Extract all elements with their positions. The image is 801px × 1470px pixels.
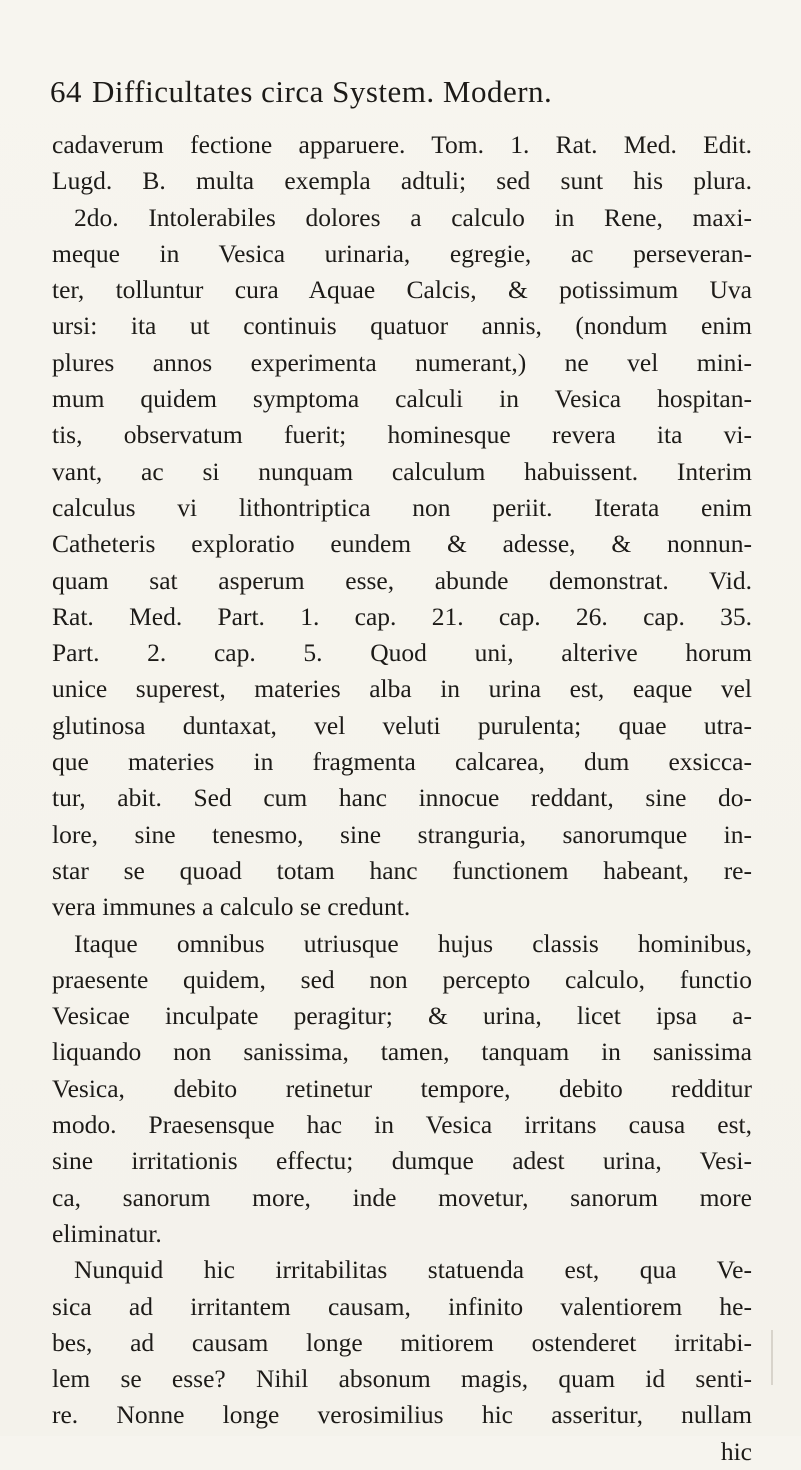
text-line: quam sat asperum esse, abunde demonstrat. Vid.: [52, 565, 752, 595]
text-line: plures annos experimenta numerant,) ne vel mini-: [52, 347, 752, 377]
text-line: bes, ad causam longe mitiorem ostenderet irritabi-: [52, 1327, 752, 1357]
text-line: vant, ac si nunquam calculum habuissent. Interim: [52, 456, 752, 486]
page-number: 64: [50, 74, 82, 109]
text-line: Vesica, debito retinetur tempore, debito redditur: [52, 1073, 752, 1103]
text-line: tur, abit. Sed cum hanc innocue reddant, sine do-: [52, 783, 752, 813]
text-line: 2do. Intolerabiles dolores a calculo in Rene, maxi-: [74, 202, 752, 232]
text-line: unice superest, materies alba in urina est, eaque vel: [52, 674, 752, 704]
text-line: Rat. Med. Part. 1. cap. 21. cap. 26. cap. 35.: [52, 601, 752, 631]
text-line: modo. Praesensque hac in Vesica irritans causa est,: [52, 1110, 752, 1140]
text-line: star se quoad totam hanc functionem habeant, re-: [52, 855, 752, 885]
text-line: ter, tolluntur cura Aquae Calcis, & potissimum Uva: [52, 275, 752, 305]
catchword: hic: [720, 1436, 752, 1466]
text-line: sine irritationis effectu; dumque adest urina, Vesi-: [52, 1146, 752, 1176]
text-line: Part. 2. cap. 5. Quod uni, alterive horum: [52, 638, 752, 668]
text-line: liquando non sanissima, tamen, tanquam in sanissima: [52, 1037, 752, 1067]
text-line: Nunquid hic irritabilitas statuenda est, qua Ve-: [74, 1255, 752, 1285]
text-line: Itaque omnibus utriusque hujus classis hominibus,: [74, 928, 752, 958]
text-line: tis, observatum fuerit; hominesque revera ita vi-: [52, 420, 752, 450]
running-title: Difficultates circa System. Modern.: [92, 74, 553, 109]
text-line: ca, sanorum more, inde movetur, sanorum more: [52, 1182, 752, 1212]
running-header: [50, 74, 750, 110]
text-line: eliminatur.: [52, 1218, 162, 1248]
text-line: Lugd. B. multa exempla adtuli; sed sunt his plura.: [52, 166, 752, 196]
text-line: vera immunes a calculo se credunt.: [52, 892, 411, 922]
text-line: lem se esse? Nihil absonum magis, quam id senti-: [52, 1364, 752, 1394]
text-line: praesente quidem, sed non percepto calculo, functio: [52, 964, 752, 994]
text-line: mum quidem symptoma calculi in Vesica hospitan-: [52, 384, 752, 414]
page-edge-mark: [771, 1330, 773, 1385]
text-line: glutinosa duntaxat, vel veluti purulenta; quae utra-: [52, 710, 752, 740]
text-line: cadaverum fectione apparuere. Tom. 1. Rat. Med. Edit.: [52, 130, 752, 159]
body-text: [52, 127, 752, 1470]
text-line: lore, sine tenesmo, sine stranguria, sanorumque in-: [52, 819, 752, 849]
text-line: meque in Vesica urinaria, egregie, ac perseveran-: [52, 238, 752, 268]
text-line: Vesicae inculpate peragitur; & urina, licet ipsa a-: [52, 1001, 752, 1031]
text-line: calculus vi lithontriptica non periit. Iterata enim: [52, 492, 752, 522]
text-line: ursi: ita ut continuis quatuor annis, (nondum enim: [52, 311, 752, 341]
text-line: que materies in fragmenta calcarea, dum exsicca-: [52, 747, 752, 777]
text-line: sica ad irritantem causam, infinito valentiorem he-: [52, 1291, 752, 1321]
text-line: re. Nonne longe verosimilius hic asseritur, nullam: [52, 1400, 752, 1430]
text-line: Catheteris exploratio eundem & adesse, & nonnun-: [52, 529, 752, 559]
